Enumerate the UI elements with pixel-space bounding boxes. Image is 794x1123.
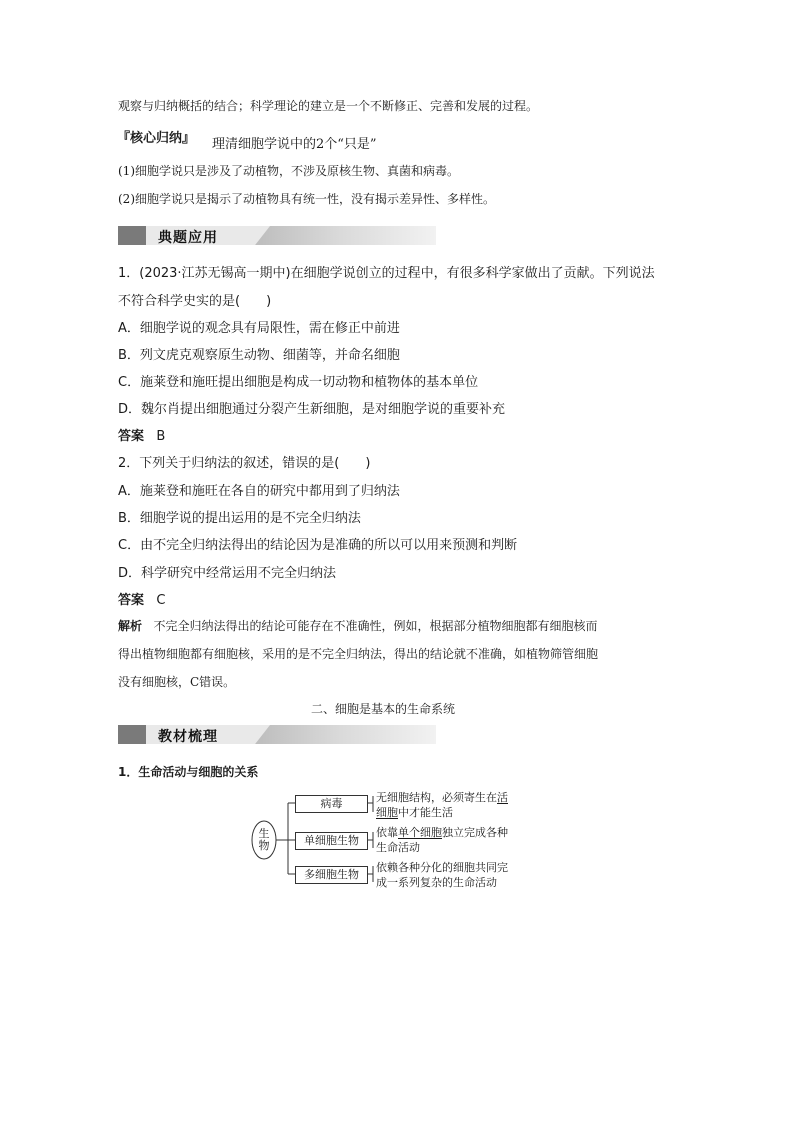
core-point-1: (1)细胞学说只是涉及了动植物，不涉及原核生物、真菌和病毒。 [118, 164, 460, 178]
q1-option-a: A．细胞学说的观念具有局限性，需在修正中前进 [118, 321, 400, 336]
core-summary-tag: 『核心归纳』 [117, 131, 196, 146]
q1-stem-line1: 1．(2023·江苏无锡高一期中)在细胞学说创立的过程中，有很多科学家做出了贡献。下列说法 [118, 266, 655, 281]
part2-heading: 二、细胞是基本的生命系统 [311, 702, 456, 716]
core-point-2: (2)细胞学说只是揭示了动植物具有统一性，没有揭示差异性、多样性。 [118, 192, 496, 206]
diagram-desc-virus: 无细胞结构，必须寄生在活 细胞中才能生活 [376, 791, 508, 819]
top-continuation-line: 观察与归纳概括的结合；科学理论的建立是一个不断修正、完善和发展的过程。 [118, 99, 539, 113]
item1-title: 1．生命活动与细胞的关系 [118, 765, 259, 779]
q2-answer-label: 答案 [118, 593, 145, 608]
diagram-box-virus: 病毒 [295, 795, 368, 813]
q2-option-c: C．由不完全归纳法得出的结论因为是准确的所以可以用来预测和判断 [118, 538, 518, 553]
q1-option-b: B．列文虎克观察原生动物、细菌等，并命名细胞 [118, 348, 400, 363]
q1-stem-line2: 不符合科学史实的是( ) [118, 294, 272, 309]
section-header-label: 典题应用 [158, 230, 218, 245]
q2-analysis-line2: 得出植物细胞都有细胞核，采用的是不完全归纳法，得出的结论就不准确，如植物筛管细胞 [118, 647, 599, 661]
diagram-box-unicellular: 单细胞生物 [295, 832, 368, 850]
q2-analysis-label: 解析 [118, 619, 143, 633]
diagram-box-multicellular: 多细胞生物 [295, 866, 368, 884]
q2-option-d: D．科学研究中经常运用不完全归纳法 [118, 566, 337, 581]
core-summary-title: 理清细胞学说中的2个“只是” [212, 137, 377, 152]
diagram-root-organism: 生物 [258, 827, 270, 852]
q2-option-b: B．细胞学说的提出运用的是不完全归纳法 [118, 511, 361, 526]
diagram-desc-unicellular: 依靠单个细胞独立完成各种 生命活动 [376, 826, 508, 854]
q2-analysis-line3: 没有细胞核，C错误。 [118, 675, 236, 689]
q1-option-c: C．施莱登和施旺提出细胞是构成一切动物和植物体的基本单位 [118, 375, 479, 390]
q2-answer-value: C [156, 593, 166, 608]
q2-option-a: A．施莱登和施旺在各自的研究中都用到了归纳法 [118, 484, 400, 499]
q2-stem: 2．下列关于归纳法的叙述，错误的是( ) [118, 456, 371, 471]
diagram-desc-multicellular: 依赖各种分化的细胞共同完 成一系列复杂的生命活动 [376, 861, 508, 889]
q1-option-d: D．魏尔肖提出细胞通过分裂产生新细胞，是对细胞学说的重要补充 [118, 402, 506, 417]
section-header-label: 教材梳理 [158, 729, 218, 744]
q1-answer-value: B [156, 429, 166, 444]
q1-answer-label: 答案 [118, 429, 145, 444]
q2-analysis-line1: 解析 不完全归纳法得出的结论可能存在不准确性，例如，根据部分植物细胞都有细胞核而 [118, 619, 598, 633]
